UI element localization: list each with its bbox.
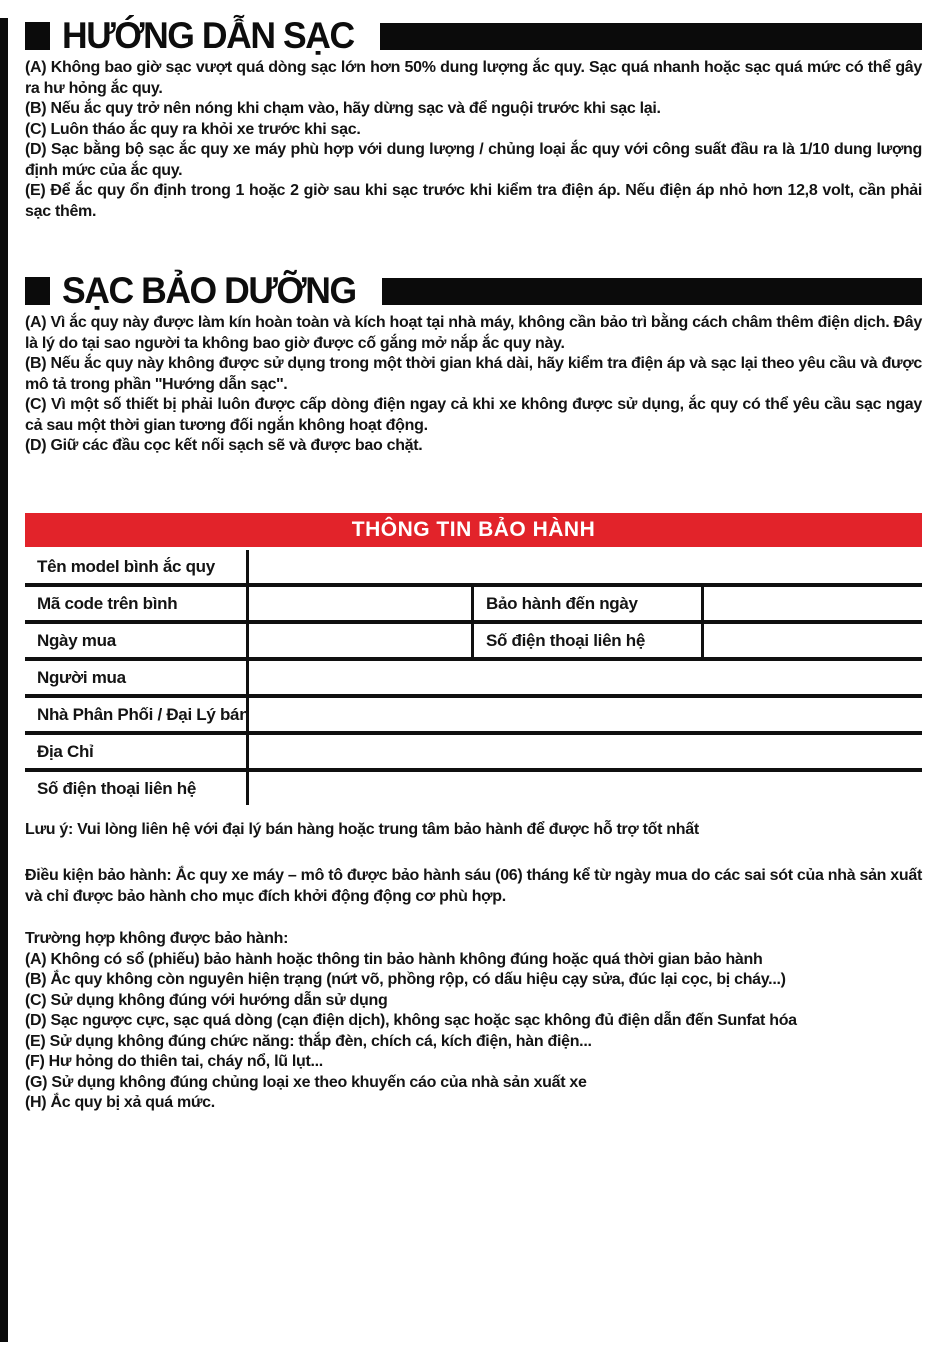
table-row-buyer [25,661,922,698]
row-label-phone: Số điện thoại liên hệ [25,772,249,805]
header-rule-bar [380,23,922,50]
row-value-phone [249,772,922,805]
row-label-model: Tên model bình ắc quy [25,550,249,583]
exclusion-item-c: (C) Sử dụng không đúng với hướng dẫn sử dụng [25,991,388,1009]
charging-paragraphs [25,58,922,222]
instruction-item-b: (B) Nếu ắc quy trở nên nóng khi chạm vào, hãy dừng sạc và để nguội trước khi sạc lại. [25,100,661,117]
square-bullet-icon [25,22,50,50]
exclusion-item-g: (G) Sử dụng không đúng chủng loại xe theo khuyến cáo của nhà sản xuất xe [25,1073,587,1091]
maintenance-item-d: (D) Giữ các đầu cọc kết nối sạch sẽ và được bao chặt. [25,437,423,454]
note-warranty-conditions: Điều kiện bảo hành: Ắc quy xe máy – mô tô được bảo hành sáu (06) tháng kể từ ngày mua do các sai sót của nhà sản xuất và chỉ được bảo hành cho mục đích khởi động động cơ phù hợp. [25,867,922,905]
row-value-distributor [249,698,922,731]
row-label-address: Địa Chỉ [25,735,249,768]
warranty-table-title: THÔNG TIN BẢO HÀNH [25,513,922,547]
row-label-warranty-until: Bảo hành đến ngày [474,587,704,620]
row-label-buyer: Người mua [25,661,249,694]
exclusion-item-e: (E) Sử dụng không đúng chức năng: thắp đèn, chích cá, kích điện, hàn điện... [25,1032,592,1050]
section-maintenance-charging [25,270,922,457]
row-label-code: Mã code trên bình [25,587,249,620]
maintenance-item-b: (B) Nếu ắc quy này không được sử dụng trong một thời gian khá dài, hãy kiểm tra điện áp và sạc lại theo yêu cầu và được mô tả trong phần ''Hướng dẫn sạc''. [25,355,922,393]
page-content [25,0,922,1114]
row-label-contact-phone: Số điện thoại liên hệ [474,624,704,657]
instruction-item-d: (D) Sạc bằng bộ sạc ắc quy xe máy phù hợp với dung lượng / chủng loại ắc quy với công suất đầu ra là 1/10 dung lượng định mức của ắc quy. [25,141,922,179]
exclusions-heading: Trường hợp không được bảo hành: [25,930,289,947]
section-header-charging [25,15,922,56]
row-value-address [249,735,922,768]
instruction-item-e: (E) Để ắc quy ổn định trong 1 hoặc 2 giờ sau khi sạc trước khi kiểm tra điện áp. Nếu điện áp nhỏ hơn 12,8 volt, cần phải sạc thêm. [25,182,922,220]
row-label-purchase-date: Ngày mua [25,624,249,657]
square-bullet-icon [25,277,50,305]
row-value-buyer [249,661,922,694]
exclusion-item-f: (F) Hư hỏng do thiên tai, cháy nổ, lũ lụt... [25,1053,323,1070]
table-row-model [25,550,922,587]
table-row-phone [25,772,922,805]
row-value-model [249,550,922,583]
exclusion-item-a: (A) Không có sổ (phiếu) bảo hành hoặc thông tin bảo hành không đúng hoặc quá thời gian bảo hành [25,950,763,968]
maintenance-item-a: (A) Vì ắc quy này được làm kín hoàn toàn và kích hoạt tại nhà máy, không cần bảo trì bằng cách châm thêm điện dịch. Đây là lý do tại sao người ta không bao giờ được cố gắng mở nắp ắc quy này. [25,314,922,352]
row-value-warranty-until [704,587,922,620]
table-row-code [25,587,922,624]
exclusion-item-b: (B) Ắc quy không còn nguyên hiện trạng (nứt võ, phồng rộp, có dấu hiệu cạy sửa, đúc lại cọc, bị cháy...) [25,971,786,988]
table-row-address [25,735,922,772]
section-header-maintenance [25,270,922,311]
left-edge-bar [0,18,8,1342]
warranty-table [25,513,922,805]
exclusions-list [25,950,922,1114]
table-row-purchase-date [25,624,922,661]
table-row-distributor [25,698,922,735]
section-title-maintenance: SẠC BẢO DƯỠNG [62,270,356,311]
row-value-purchase-date [249,624,474,657]
warranty-table-body [25,550,922,805]
note-contact: Lưu ý: Vui lòng liên hệ với đại lý bán hàng hoặc trung tâm bảo hành để được hỗ trợ tốt nhất [25,820,699,838]
section-title-charging: HƯỚNG DẪN SẠC [62,15,354,56]
instruction-item-a: (A) Không bao giờ sạc vượt quá dòng sạc lớn hơn 50% dung lượng ắc quy. Sạc quá nhanh hoặc sạc quá mức có thể gây ra hư hỏng ắc quy. [25,59,922,97]
row-value-code [249,587,474,620]
row-value-contact-phone [704,624,922,657]
exclusion-item-d: (D) Sạc ngược cực, sạc quá dòng (cạn điện dịch), không sạc hoặc sạc không đủ điện dẫn đến Sunfat hóa [25,1012,797,1029]
header-rule-bar [382,278,922,305]
row-label-distributor: Nhà Phân Phối / Đại Lý bán [25,698,249,731]
section-charging-instructions [25,15,922,222]
instruction-item-c: (C) Luôn tháo ắc quy ra khỏi xe trước khi sạc. [25,120,361,138]
maintenance-paragraphs [25,313,922,457]
exclusion-item-h: (H) Ắc quy bị xả quá mức. [25,1094,215,1111]
maintenance-item-c: (C) Vì một số thiết bị phải luôn được cấp dòng điện ngay cả khi xe không được sử dụng, ắc quy có thể yêu cầu sạc ngay cả sau một thời gian tương đối ngắn không hoạt động. [25,396,922,434]
